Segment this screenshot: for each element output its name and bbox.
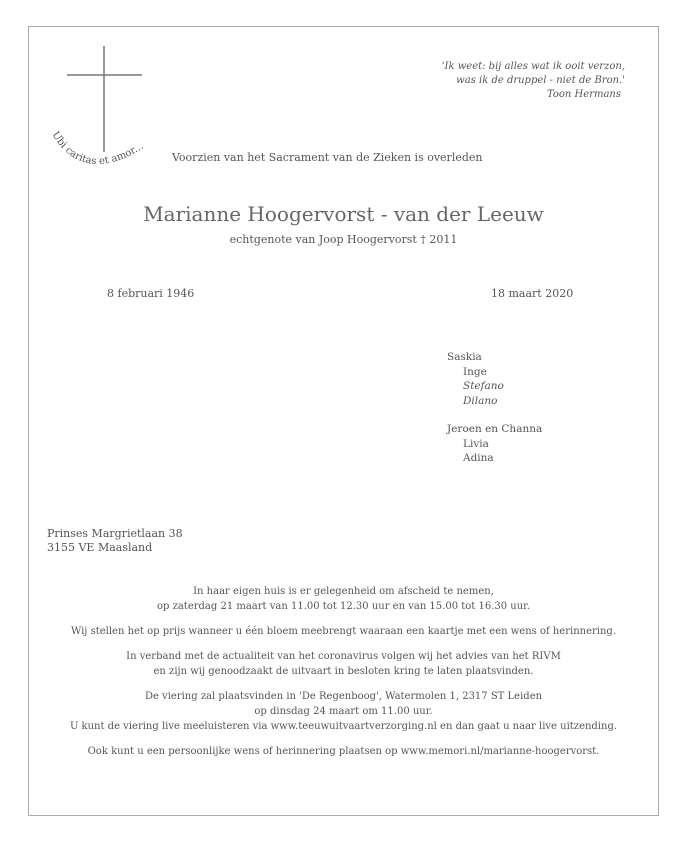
address-street: Prinses Margrietlaan 38 [47, 527, 183, 540]
quote-line-2: was ik de druppel - niet de Bron.' [456, 75, 625, 86]
family-group-1-name: Saskia [447, 351, 482, 363]
family-member: Stefano [463, 380, 504, 392]
family-member: Livia [463, 437, 489, 450]
deceased-name: Marianne Hoogervorst - van der Leeuw [143, 202, 544, 226]
corona-line-2: en zijn wij genoodzaakt de uitvaart in besloten kring te laten plaatsvinden. [153, 666, 534, 677]
farewell-note [29, 584, 658, 614]
family-member: Dilano [463, 394, 498, 407]
service-note [29, 689, 658, 734]
service-line-3: U kunt de viering live meeluisteren via www.teeuwuitvaartverzorging.nl en dan gaat u naar live uitzending. [69, 721, 618, 732]
cross-emblem [46, 42, 166, 186]
quote-line-1: 'Ik weet: bij alles wat ik ooit verzon, [441, 61, 625, 72]
family-member: Adina [463, 452, 494, 464]
service-line-1: De viering zal plaatsvinden in 'De Regenboog', Watermolen 1, 2317 ST Leiden [144, 691, 543, 702]
family-list [447, 350, 542, 466]
service-line-2: op dinsdag 24 maart om 11.00 uur. [254, 706, 433, 717]
memori-line: Ook kunt u een persoonlijke wens of herinnering plaatsen op www.memori.nl/marianne-hoogervorst. [87, 746, 600, 757]
intro-text: Voorzien van het Sacrament van de Zieken is overleden [172, 151, 483, 164]
corona-note [29, 649, 658, 679]
address [47, 527, 183, 555]
emblem-motto: Ubi caritas et amor... [49, 129, 146, 168]
farewell-line-2: op zaterdag 21 maart van 11.00 tot 12.30 uur en van 15.00 tot 16.30 uur. [156, 601, 531, 612]
birth-date: 8 februari 1946 [107, 287, 195, 300]
death-date: 18 maart 2020 [491, 287, 574, 300]
notes [29, 584, 658, 769]
family-group-2-name: Jeroen en Channa [447, 423, 543, 435]
quote [442, 60, 625, 102]
spouse-line: echtgenote van Joop Hoogervorst † 2011 [229, 233, 458, 246]
address-city: 3155 VE Maasland [47, 541, 153, 554]
farewell-line-1: In haar eigen huis is er gelegenheid om afscheid te nemen, [193, 586, 494, 597]
family-member: Inge [463, 365, 487, 378]
obituary-card [28, 26, 659, 816]
quote-author: Toon Hermans [547, 89, 621, 100]
corona-line-1: In verband met de actualiteit van het coronavirus volgen wij het advies van het RIVM [126, 651, 561, 662]
flower-line: Wij stellen het op prijs wanneer u één bloem meebrengt waaraan een kaartje met een wens of herinnering. [70, 626, 616, 637]
flower-note [29, 624, 658, 639]
memori-note [29, 744, 658, 759]
